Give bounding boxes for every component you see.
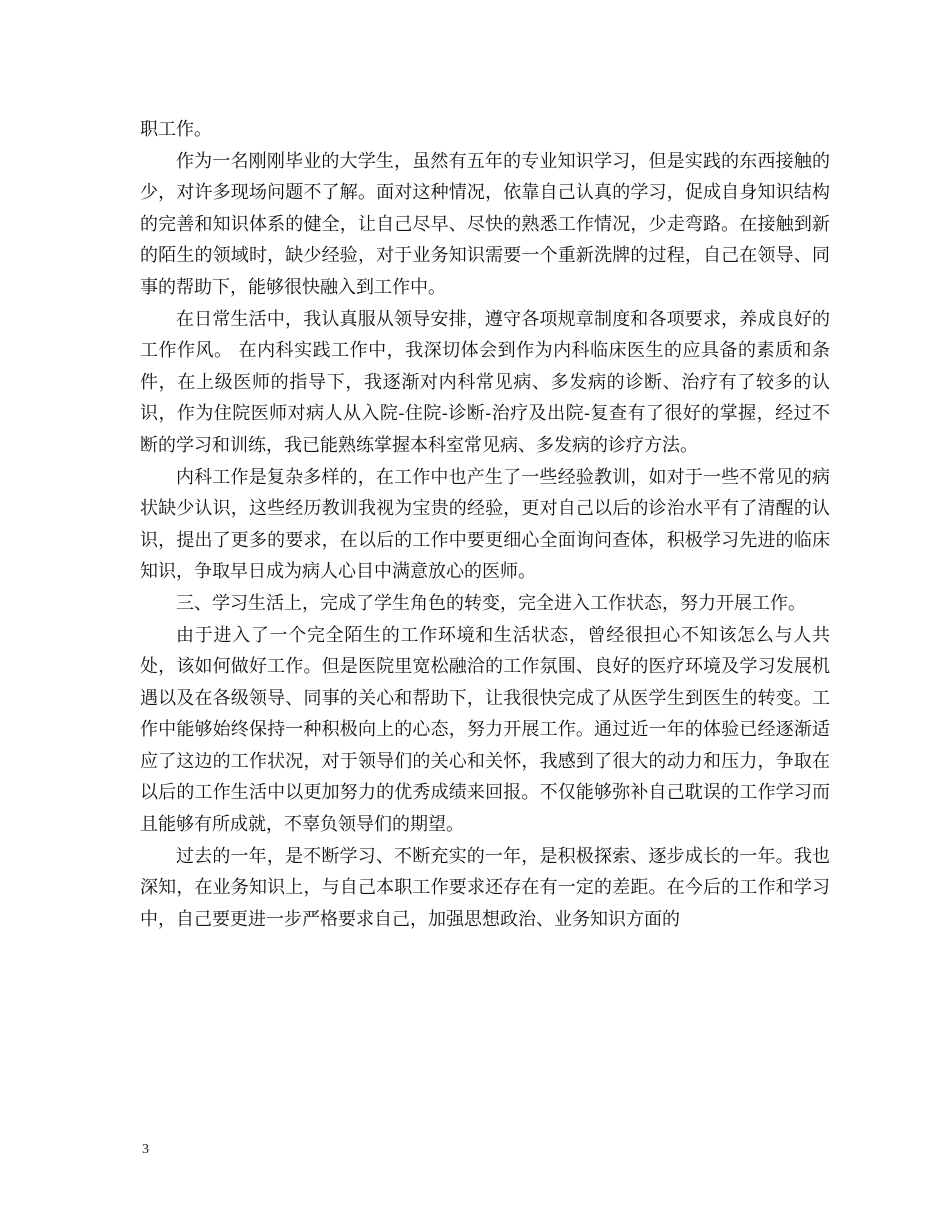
paragraph-5: 三、学习生活上，完成了学生角色的转变，完全进入工作状态，努力开展工作。 — [176, 592, 806, 614]
paragraph-3: 在日常生活中，我认真服从领导安排，遵守各项规章制度和各项要求，养成良好的工作作风。 在内科实践工作中，我深切体会到作为内科临床医生的应具备的素质和条件，在上级医师的指导下，我逐渐对内科常见病、多发病的诊断、治疗有了较多的认识，作为住院医师对病人从入院-住院-诊断-治疗及出院-复查有了很好的掌握，经过不断的学习和训练，我已能熟练掌握本科室常见病、多发病的诊疗方法。 — [140, 308, 830, 456]
paragraph-6: 由于进入了一个完全陌生的工作环境和生活状态，曾经很担心不知该怎么与人共处，该如何做好工作。但是医院里宽松融洽的工作氛围、良好的医疗环境及学习发展机遇以及在各级领导、同事的关心和帮助下，让我很快完成了从医学生到医生的转变。工作中能够始终保持一种积极向上的心态，努力开展工作。通过近一年的体验已经逐渐适应了这边的工作状况，对于领导们的关心和关怀，我感到了很大的动力和压力，争取在以后的工作生活中以更加努力的优秀成绩来回报。不仅能够弥补自己耽误的工作学习而且能够有所成就，不辜负领导们的期望。 — [140, 624, 830, 836]
page-number: 3 — [142, 1142, 149, 1157]
paragraph-4: 内科工作是复杂多样的，在工作中也产生了一些经验教训，如对于一些不常见的病状缺少认识，这些经历教训我视为宝贵的经验，更对自己以后的诊治水平有了清醒的认识，提出了更多的要求，在以后的工作中要更细心全面询问查体，积极学习先进的临床知识，争取早日成为病人心目中满意放心的医师。 — [140, 466, 830, 583]
document-body — [140, 114, 830, 935]
paragraph-1: 职工作。 — [140, 119, 212, 140]
paragraph-2: 作为一名刚刚毕业的大学生，虽然有五年的专业知识学习，但是实践的东西接触的少，对许多现场问题不了解。面对这种情况，依靠自己认真的学习，促成自身知识结构的完善和知识体系的健全，让自己尽早、尽快的熟悉工作情况，少走弯路。在接触到新的陌生的领域时，缺少经验，对于业务知识需要一个重新洗牌的过程，自己在领导、同事的帮助下，能够很快融入到工作中。 — [140, 150, 830, 298]
paragraph-7: 过去的一年，是不断学习、不断充实的一年，是积极探索、逐步成长的一年。我也深知，在业务知识上，与自己本职工作要求还存在有一定的差距。在今后的工作和学习中，自己要更进一步严格要求自己，加强思想政治、业务知识方面的 — [140, 845, 830, 930]
